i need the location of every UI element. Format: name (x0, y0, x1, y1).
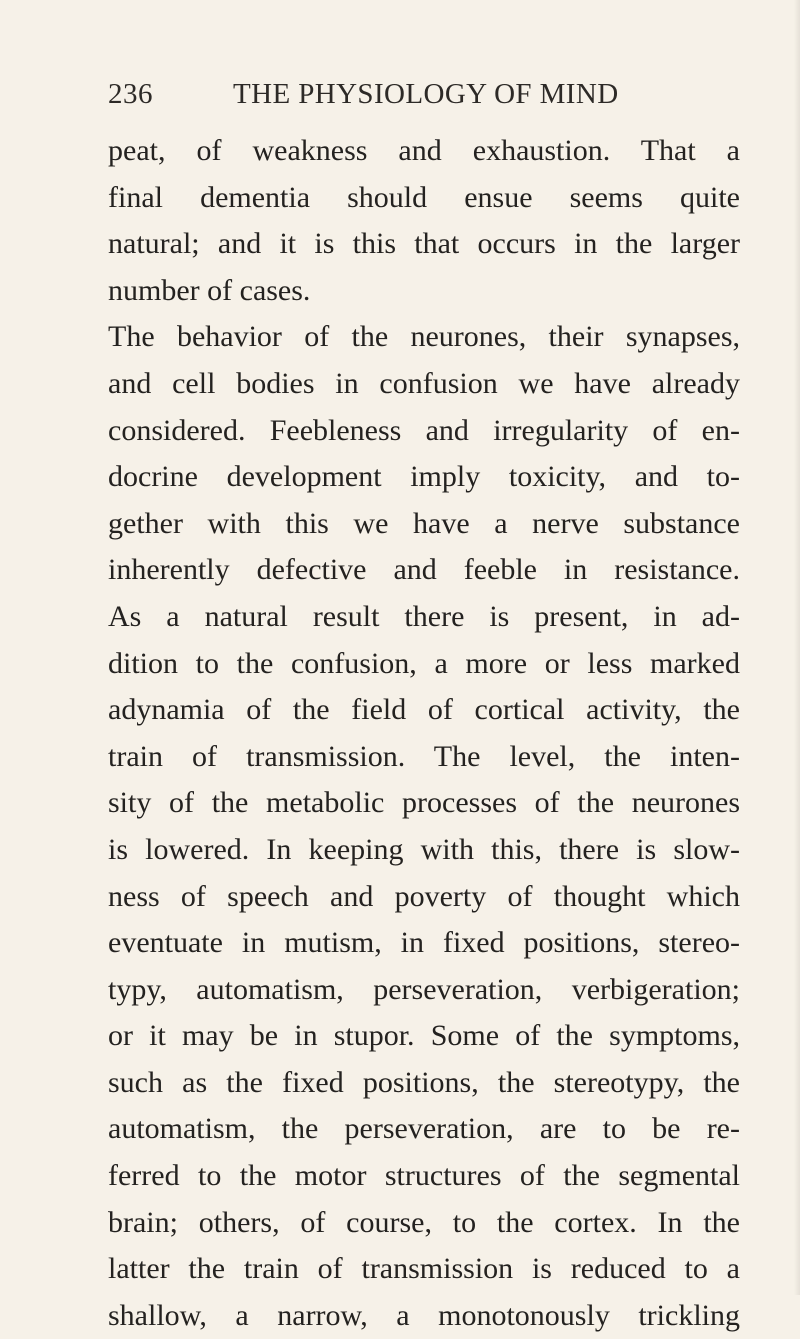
text-line: train of transmission. The level, the inten- (108, 739, 740, 773)
text-line: The behavior of the neurones, their synapses, (108, 320, 740, 354)
text-line: or it may be in stupor. Some of the symptoms, (108, 1019, 740, 1053)
text-line: ness of speech and poverty of thought which (108, 879, 740, 913)
text-line: gether with this we have a nerve substance (108, 506, 740, 540)
text-line: natural; and it is this that occurs in the larger (108, 227, 740, 261)
running-title: THE PHYSIOLOGY OF MIND (233, 78, 619, 110)
page-number: 236 (108, 78, 153, 110)
page-header (108, 78, 740, 118)
page-edge-shadow (794, 0, 800, 1295)
text-line: As a natural result there is present, in ad- (108, 599, 740, 633)
text-line: ferred to the motor structures of the segmental (108, 1159, 740, 1193)
text-line: docrine development imply toxicity, and to- (108, 460, 740, 494)
text-line: adynamia of the field of cortical activity, the (108, 693, 740, 727)
text-line: number of cases. (108, 273, 311, 307)
text-line: eventuate in mutism, in fixed positions, stereo- (108, 926, 740, 960)
text-line: considered. Feebleness and irregularity of en- (108, 413, 740, 447)
body-text (108, 128, 740, 1339)
text-line: sity of the metabolic processes of the neurones (108, 786, 740, 820)
text-line: such as the fixed positions, the stereotypy, the (108, 1065, 740, 1099)
text-line: final dementia should ensue seems quite (108, 180, 740, 214)
text-line: shallow, a narrow, a monotonously trickling (108, 1298, 740, 1332)
text-line: and cell bodies in confusion we have already (108, 366, 740, 400)
text-line: dition to the confusion, a more or less marked (108, 646, 740, 680)
text-line: is lowered. In keeping with this, there is slow- (108, 832, 740, 866)
text-line: automatism, the perseveration, are to be re- (108, 1112, 740, 1146)
text-line: latter the train of transmission is reduced to a (108, 1252, 740, 1286)
text-line: inherently defective and feeble in resistance. (108, 553, 740, 587)
text-line: brain; others, of course, to the cortex. In the (108, 1205, 740, 1239)
text-line: typy, automatism, perseveration, verbigeration; (108, 972, 740, 1006)
text-line: peat, of weakness and exhaustion. That a (108, 134, 740, 167)
